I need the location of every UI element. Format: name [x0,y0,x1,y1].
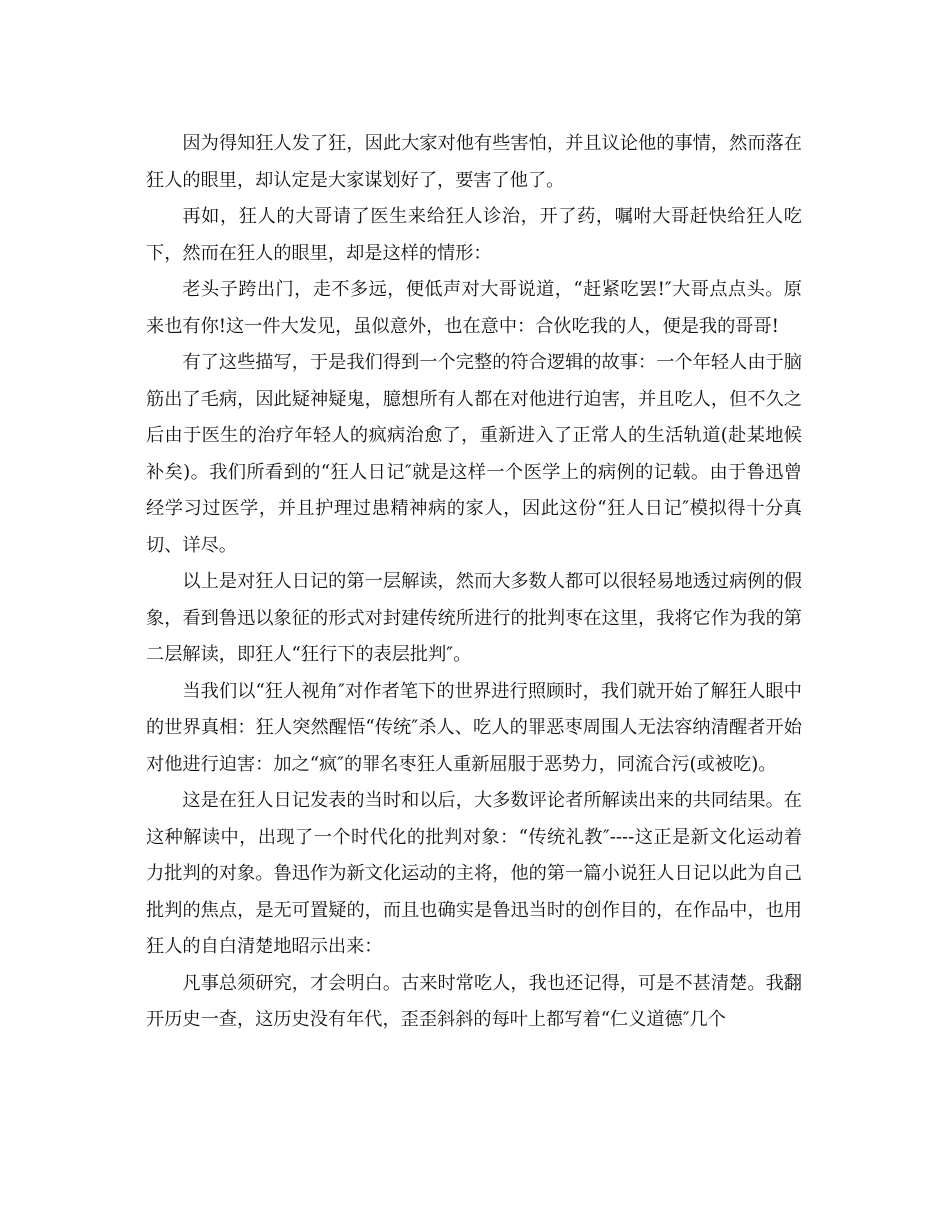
paragraph-4: 有了这些描写，于是我们得到一个完整的符合逻辑的故事：一个年轻人由于脑筋出了毛病，因此疑神疑鬼，臆想所有人都在对他进行迫害，并且吃人，但不久之后由于医生的治疗年轻人的疯病治愈了，重新进入了正常人的生活轨道(赴某地候补矣)。我们所看到的“狂人日记″就是这样一个医学上的病例的记载。由于鲁迅曾经学习过医学，并且护理过患精神病的家人，因此这份“狂人日记″模拟得十分真切、详尽。 [146,352,802,556]
paragraph-6: 当我们以“狂人视角″对作者笔下的世界进行照顾时，我们就开始了解狂人眼中的世界真相：狂人突然醒悟“传统″杀人、吃人的罪恶枣周围人无法容纳清醒者开始对他进行迫害：加之“疯″的罪名枣狂人重新屈服于恶势力，同流合污(或被吃)。 [146,680,802,775]
paragraph-2: 再如，狂人的大哥请了医生来给狂人诊治，开了药，嘱咐大哥赶快给狂人吃下，然而在狂人的眼里，却是这样的情形： [146,206,802,264]
paragraph-7: 这是在狂人日记发表的当时和以后，大多数评论者所解读出来的共同结果。在这种解读中，出现了一个时代化的批判对象：“传统礼教″----这正是新文化运动着力批判的对象。鲁迅作为新文化运动的主将，他的第一篇小说狂人日记以此为自己批判的焦点，是无可置疑的，而且也确实是鲁迅当时的创作目的，在作品中，也用狂人的自白清楚地昭示出来： [146,790,802,957]
paragraph-8-quote: 凡事总须研究，才会明白。古来时常吃人，我也还记得，可是不甚清楚。我翻开历史一查，这历史没有年代，歪歪斜斜的每叶上都写着“仁义道德″几个 [146,972,802,1030]
paragraph-1: 因为得知狂人发了狂，因此大家对他有些害怕，并且议论他的事情，然而落在狂人的眼里，却认定是大家谋划好了，要害了他了。 [146,133,802,191]
document-body [146,126,802,1039]
paragraph-5: 以上是对狂人日记的第一层解读，然而大多数人都可以很轻易地透过病例的假象，看到鲁迅以象征的形式对封建传统所进行的批判枣在这里，我将它作为我的第二层解读，即狂人“狂行下的表层批判″。 [146,571,802,665]
paragraph-3-quote: 老头子跨出门，走不多远，便低声对大哥说道，“赶紧吃罢!″大哥点点头。原来也有你!这一件大发见，虽似意外，也在意中：合伙吃我的人，便是我的哥哥! [146,279,802,337]
